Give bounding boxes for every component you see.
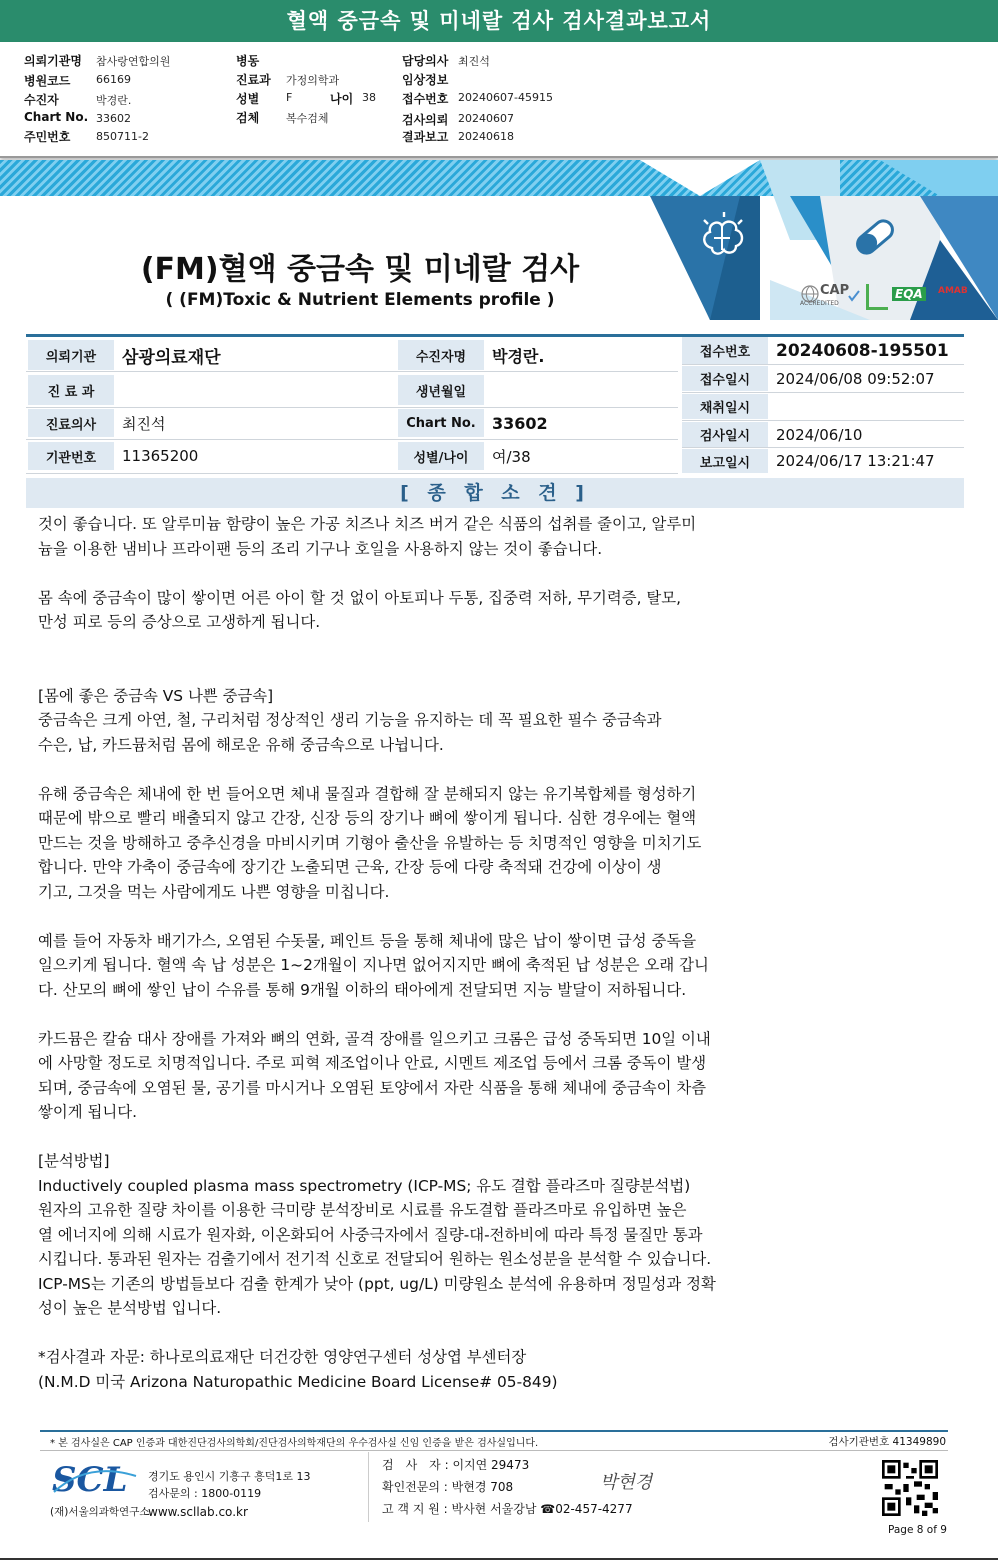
cap-accredited: ACCREDITED — [800, 300, 839, 307]
header-label: Chart No. — [24, 110, 89, 124]
org-value: 삼광의료재단 — [122, 347, 221, 368]
accreditation-logos — [800, 282, 970, 312]
doctor-value: 최진석 — [122, 414, 166, 433]
footer-rule — [40, 1430, 948, 1432]
org-label: 의뢰기관 — [28, 340, 114, 370]
document-subtitle: ( (FM)Toxic & Nutrient Elements profile ) — [165, 290, 555, 310]
lm-logo — [866, 284, 888, 310]
signature: 박현경 — [600, 1472, 653, 1493]
examiner: 검 사 자 : 이지연 29473 — [382, 1458, 530, 1472]
header-label: 주민번호 — [24, 130, 71, 144]
recdate-value: 2024/06/08 09:52:07 — [776, 369, 935, 388]
report-label: 보고일시 — [682, 449, 768, 473]
header-label: 검사의뢰 — [402, 113, 449, 127]
patient-info-table — [26, 337, 964, 475]
header-value: 20240618 — [458, 130, 514, 143]
header-value: 복수검체 — [286, 112, 329, 125]
website-link[interactable]: www.scllab.co.kr — [148, 1505, 248, 1519]
header-value: 최진석 — [458, 55, 490, 68]
scl-org-name: (재)서울의과학연구소 — [50, 1506, 150, 1518]
swoosh-icon — [50, 1466, 140, 1496]
test-label: 검사일시 — [682, 422, 768, 447]
confirming-doctor: 확인전문의 : 박현경 708 — [382, 1480, 514, 1494]
customer-support: 고 객 지 원 : 박사현 서울강남 ☎02-457-4277 — [382, 1502, 633, 1516]
header-label: 검체 — [236, 111, 260, 125]
paragraph: *검사결과 자문: 하나로의료재단 더건강한 영양연구센터 성상엽 부센터장 (N.M.D 미국 Arizona Naturopathic Medicine Board License# 05-849) — [38, 1348, 558, 1391]
row-divider — [26, 439, 678, 440]
footer-note: * 본 검사실은 CAP 인증과 대한진단검사의학회/진단검사의학재단의 우수검사실 신임 인증을 받은 검사실입니다. — [50, 1438, 539, 1449]
paragraph: [몸에 좋은 중금속 VS 나쁜 중금속] 중금속은 크게 아연, 철, 구리처럼 정상적인 생리 기능을 유지하는 데 꼭 필요한 필수 중금속과 수은, 납, 카드뮴처럼 몸에 해로운 유해 중금속으로 나뉩니다. — [38, 686, 662, 754]
report-header — [0, 42, 998, 158]
header-label: 진료과 — [236, 73, 271, 87]
recno-label: 접수번호 — [682, 337, 768, 364]
lab-code: 검사기관번호 41349890 — [828, 1436, 946, 1448]
dept-value — [114, 375, 394, 405]
header-label: 수진자 — [24, 93, 59, 107]
row-divider — [682, 447, 964, 448]
draw-label: 채취일시 — [682, 394, 768, 419]
sexage-label: 성별/나이 — [398, 442, 484, 470]
header-value: 20240607 — [458, 112, 514, 125]
amab-logo: AMAB — [938, 286, 968, 296]
paragraph: 것이 좋습니다. 또 알루미늄 함량이 높은 가공 치즈나 치즈 버거 같은 식품의 섭취를 줄이고, 알루미 늄을 이용한 냄비나 프라이팬 등의 조리 기구나 호일을 사용하지 않는 것이 좋습니다. — [38, 515, 697, 558]
row-divider — [682, 364, 964, 365]
header-value: 박경란. — [96, 94, 132, 107]
header-label: 나이 — [330, 92, 354, 106]
header-value: 33602 — [96, 112, 131, 125]
header-value: F — [286, 91, 293, 104]
scl-logo: SCL — [52, 1460, 128, 1500]
birth-label: 생년월일 — [398, 375, 484, 405]
paragraph: [분석방법] Inductively coupled plasma mass spectrometry (ICP-MS; 유도 결합 플라즈마 질량분석법) 원자의 고유한 질량 차이를 이용한 극미량 분석장비로 시료를 유도결합 플라즈마로 유입하면 높은 열 에너지에 의해 시료가 원자화, 이온화되어 사중극자에서 질량-대-전하비에 따라 특정 물질만 통과 시킵니다. 통과된 원자는 검출기에서 전기적 신호로 전달되어 원하는 원소성분을 분석할 수 있습니다. ICP-MS는 기존의 방법들보다 검출 한계가 낮아 (ppt, ug/L) 미량원소 분석에 유용하며 정밀성과 정확 성이 높은 분석방법 입니다. — [38, 1152, 716, 1317]
address-line: 경기도 용인시 기흥구 흥덕1로 13 — [148, 1470, 311, 1483]
pill-icon — [850, 212, 900, 262]
header-label: 의뢰기관명 — [24, 54, 82, 68]
doctor-label: 진료의사 — [28, 409, 114, 437]
staff-info — [382, 1454, 633, 1520]
report-banner-title: 혈액 중금속 및 미네랄 검사 검사결과보고서 — [0, 0, 998, 42]
header-label: 성별 — [236, 92, 260, 106]
chart-value: 33602 — [492, 413, 548, 433]
patient-value: 박경란. — [492, 346, 545, 366]
paragraph: 유해 중금속은 체내에 한 번 들어오면 체내 물질과 결합해 잘 분해되지 않는 유기복합체를 형성하기 때문에 밖으로 빨리 배출되지 않고 간장, 신장 등의 장기나 뼈에 쌓이게 됩니다. 심한 경우에는 혈액 만드는 것을 방해하고 중추신경을 마비시키며 기형아 출산을 유발하는 등 치명적인 영향을 미치기도 합니다. 만약 가축이 중금속에 장기간 노출되면 근육, 간장 등에 다량 축적돼 건강에 이상이 생 기고, 그것을 먹는 사람에게도 나쁜 영향을 미칩니다. — [38, 784, 702, 901]
row-divider — [26, 407, 678, 408]
recno-value: 20240608-195501 — [776, 340, 949, 361]
header-label: 결과보고 — [402, 130, 449, 144]
row-divider — [26, 371, 678, 372]
summary-body — [38, 512, 778, 1394]
row-divider — [682, 420, 964, 421]
header-value: 850711-2 — [96, 130, 149, 143]
checkmark-icon — [848, 290, 860, 302]
page-number: Page 8 of 9 — [888, 1524, 947, 1536]
page-bottom-rule — [0, 1558, 998, 1560]
header-label: 접수번호 — [402, 92, 449, 106]
header-label: 담당의사 — [402, 54, 449, 68]
qr-code-icon — [882, 1460, 938, 1516]
footer-rule — [40, 1450, 948, 1451]
summary-section-title: [ 종 합 소 견 ] — [26, 478, 964, 508]
draw-value — [768, 394, 964, 419]
lab-address — [148, 1468, 311, 1521]
row-divider — [26, 473, 678, 474]
scl-logo-block — [50, 1460, 150, 1520]
header-value: 66169 — [96, 73, 131, 86]
header-value: 가정의학과 — [286, 74, 340, 87]
header-value: 20240607-45915 — [458, 91, 553, 104]
chart-label: Chart No. — [398, 409, 484, 437]
footer-divider — [368, 1452, 369, 1522]
header-label: 병원코드 — [24, 74, 71, 88]
sexage-value: 여/38 — [492, 447, 531, 466]
patient-label: 수진자명 — [398, 340, 484, 370]
birth-value — [484, 375, 674, 405]
header-label: 임상정보 — [402, 73, 449, 87]
header-label: 병동 — [236, 54, 260, 68]
eqa-logo: EQA — [892, 287, 926, 301]
row-divider — [682, 392, 964, 393]
cap-logo: CAP — [820, 283, 850, 298]
test-value: 2024/06/10 — [776, 425, 863, 444]
paragraph: 몸 속에 중금속이 많이 쌓이면 어른 아이 할 것 없이 아토피나 두통, 집중력 저하, 무기력증, 탈모, 만성 피로 등의 증상으로 고생하게 됩니다. — [38, 588, 682, 631]
phone-line: 검사문의 : 1800-0119 — [148, 1487, 262, 1500]
report-value: 2024/06/17 13:21:47 — [776, 452, 935, 470]
dept-label: 진 료 과 — [28, 375, 114, 405]
paragraph: 카드뮴은 칼슘 대사 장애를 가져와 뼈의 연화, 골격 장애를 일으키고 크롬은 급성 중독되면 10일 이내 에 사망할 정도로 치명적입니다. 주로 피혁 제조업이나 안료, 시멘트 제조업 등에서 크롬 중독이 발생 되며, 중금속에 오염된 물, 공기를 마시거나 오염된 토양에서 자란 식품을 통해 체내에 중금속이 차츰 쌓이게 됩니다. — [38, 1029, 711, 1121]
inst-label: 기관번호 — [28, 442, 114, 470]
header-value: 참사랑연합의원 — [96, 55, 171, 68]
document-title: (FM)혈액 중금속 및 미네랄 검사 — [140, 252, 580, 287]
recdate-label: 접수일시 — [682, 366, 768, 391]
paragraph: 예를 들어 자동차 배기가스, 오염된 수돗물, 페인트 등을 통해 체내에 많은 납이 쌓이면 급성 중독을 일으키게 됩니다. 혈액 속 납 성분은 1~2개월이 지나면 없어지지만 뼈에 축적된 납 성분은 오래 갑니 다. 산모의 뼈에 쌓인 납이 수유를 통해 9개월 이하의 태아에게 전달되면 지능 발달이 저하됩니다. — [38, 931, 709, 999]
header-value: 38 — [362, 91, 376, 104]
inst-value: 11365200 — [122, 447, 199, 465]
